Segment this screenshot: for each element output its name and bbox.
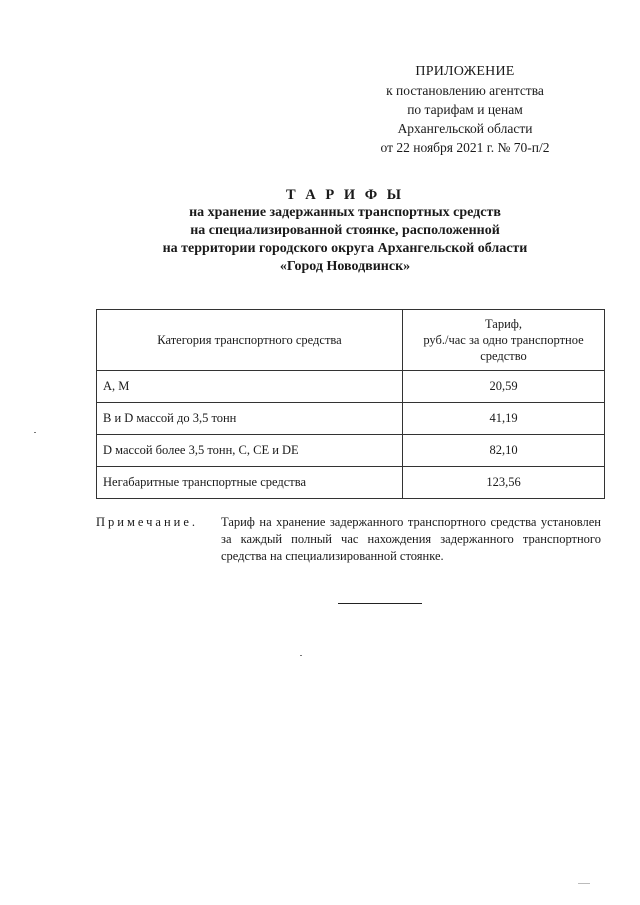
header-tariff-line: средство (480, 349, 527, 363)
header-category: Категория транспортного средства (97, 310, 403, 371)
appendix-date-number: от 22 ноября 2021 г. № 70-п/2 (380, 140, 550, 155)
title-line: на хранение задержанных транспортных средств (189, 205, 501, 220)
header-tariff-line: Тариф, (484, 317, 523, 331)
note-text: Тариф на хранение задержанного транспортного средства установлен за каждый полный час нахождения задержанного транспортного средства на специализированной стоянке. (221, 515, 601, 563)
title-heading: Т А Р И Ф Ы (285, 187, 405, 203)
row-tariff: 123,56 (403, 467, 605, 499)
row-tariff: 41,19 (403, 403, 605, 435)
row-category: А, М (97, 371, 403, 403)
table-row (97, 403, 605, 435)
header-tariff-line: руб./час за одно транспортное (423, 333, 584, 347)
row-category: В и D массой до 3,5 тонн (97, 403, 403, 435)
header-tariff (403, 310, 605, 371)
appendix-title: ПРИЛОЖЕНИЕ (415, 64, 515, 79)
title-line: на территории городского округа Архангельской области (162, 241, 528, 256)
scan-speck (34, 432, 36, 433)
table-row (97, 467, 605, 499)
row-tariff: 20,59 (403, 371, 605, 403)
row-category: D массой более 3,5 тонн, С, СЕ и DЕ (97, 435, 403, 467)
row-category: Негабаритные транспортные средства (97, 467, 403, 499)
note-label: Примечание. (96, 515, 199, 529)
appendix-header (330, 62, 600, 157)
title-line: «Город Новодвинск» (279, 259, 411, 274)
document-title (100, 186, 590, 276)
table-header-row (97, 310, 605, 371)
appendix-line: Архангельской области (397, 121, 533, 136)
scan-speck (578, 883, 590, 884)
table-row (97, 371, 605, 403)
appendix-line: к постановлению агентства (386, 83, 544, 98)
table-row (97, 435, 605, 467)
closing-divider (338, 603, 422, 604)
row-tariff: 82,10 (403, 435, 605, 467)
scan-speck (300, 655, 302, 656)
appendix-line: по тарифам и ценам (407, 102, 523, 117)
title-line: на специализированной стоянке, расположенной (190, 223, 500, 238)
tariff-table (96, 309, 605, 499)
